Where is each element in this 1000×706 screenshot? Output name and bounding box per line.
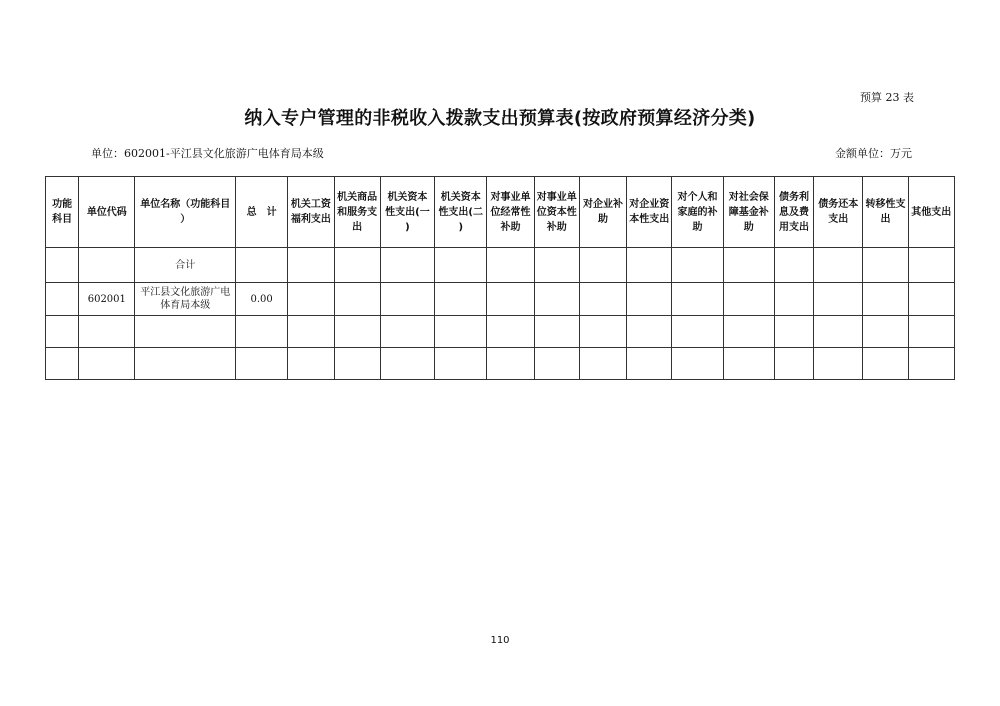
column-header: 转移性支 出	[863, 177, 908, 248]
table-body	[46, 248, 955, 380]
column-header: 对个人和 家庭的补 助	[672, 177, 723, 248]
table-cell	[79, 248, 135, 283]
table-cell	[774, 283, 813, 316]
table-cell	[534, 348, 579, 380]
table-cell	[579, 348, 626, 380]
table-cell	[380, 316, 434, 348]
table-cell	[236, 248, 288, 283]
table-cell	[534, 248, 579, 283]
table-cell	[672, 283, 723, 316]
table-cell	[487, 283, 534, 316]
column-header: 债务利 息及费 用支出	[774, 177, 813, 248]
table-row	[46, 348, 955, 380]
table-cell	[46, 348, 79, 380]
table-row	[46, 248, 955, 283]
table-cell	[135, 348, 236, 380]
table-row	[46, 283, 955, 316]
table-cell	[46, 316, 79, 348]
table-cell	[579, 248, 626, 283]
table-cell	[774, 248, 813, 283]
table-cell	[774, 348, 813, 380]
column-header: 机关资本 性支出(二 )	[435, 177, 487, 248]
table-cell	[774, 316, 813, 348]
table-cell	[534, 316, 579, 348]
table-cell	[435, 316, 487, 348]
table-cell	[334, 316, 380, 348]
document-title: 纳入专户管理的非税收入拨款支出预算表(按政府预算经济分类)	[244, 108, 756, 129]
table-cell	[908, 316, 954, 348]
table-cell	[672, 248, 723, 283]
table-cell	[814, 316, 863, 348]
unit-label: 单位：602001-平江县文化旅游广电体育局本级	[91, 147, 324, 160]
table-cell	[435, 283, 487, 316]
table-cell	[334, 248, 380, 283]
table-cell	[814, 348, 863, 380]
table-cell	[627, 248, 672, 283]
table-cell	[334, 283, 380, 316]
column-header: 功能 科目	[46, 177, 79, 248]
table-cell	[288, 316, 334, 348]
table-cell	[627, 316, 672, 348]
table-cell	[814, 283, 863, 316]
page-number: 110	[490, 635, 510, 646]
table-number: 预算 23 表	[860, 91, 914, 104]
column-header: 机关工资 福利支出	[288, 177, 334, 248]
table-cell	[723, 316, 774, 348]
table-cell	[46, 283, 79, 316]
column-header: 债务还本 支出	[814, 177, 863, 248]
table-header-row	[46, 177, 955, 248]
column-header: 其他支出	[908, 177, 954, 248]
table-cell	[288, 248, 334, 283]
table-cell	[579, 283, 626, 316]
column-header: 对事业单 位经常性 补助	[487, 177, 534, 248]
column-header: 总 计	[236, 177, 288, 248]
table-row	[46, 316, 955, 348]
table-cell	[908, 348, 954, 380]
table-cell	[723, 283, 774, 316]
column-header: 对企业资 本性支出	[627, 177, 672, 248]
table-cell	[380, 283, 434, 316]
table-cell	[236, 316, 288, 348]
table-cell: 平江县文化旅游广电 体育局本级	[135, 283, 236, 316]
table-cell: 0.00	[236, 283, 288, 316]
table-cell	[288, 283, 334, 316]
table-cell	[863, 316, 908, 348]
table-cell	[334, 348, 380, 380]
table-cell	[236, 348, 288, 380]
table-cell	[435, 248, 487, 283]
table-cell	[79, 348, 135, 380]
table-cell	[863, 348, 908, 380]
table-cell	[814, 248, 863, 283]
table-cell	[627, 283, 672, 316]
table-cell	[863, 248, 908, 283]
table-cell	[435, 348, 487, 380]
table-cell	[380, 248, 434, 283]
table-cell	[723, 348, 774, 380]
table-cell	[627, 348, 672, 380]
table-cell	[487, 348, 534, 380]
table-cell	[672, 316, 723, 348]
budget-table	[45, 176, 955, 380]
table-cell	[135, 316, 236, 348]
table-cell	[579, 316, 626, 348]
table-cell	[534, 283, 579, 316]
table-cell	[380, 348, 434, 380]
table-cell: 合计	[135, 248, 236, 283]
column-header: 对社会保 障基金补 助	[723, 177, 774, 248]
column-header: 对企业补 助	[579, 177, 626, 248]
table-cell	[79, 316, 135, 348]
table-cell	[908, 248, 954, 283]
table-cell	[672, 348, 723, 380]
table-cell	[863, 283, 908, 316]
table-cell	[46, 248, 79, 283]
table-cell: 602001	[79, 283, 135, 316]
table-cell	[487, 316, 534, 348]
table-cell	[908, 283, 954, 316]
column-header: 机关商品 和服务支 出	[334, 177, 380, 248]
column-header: 机关资本 性支出(一 )	[380, 177, 434, 248]
amount-unit-label: 金额单位：万元	[835, 147, 912, 160]
table-cell	[487, 248, 534, 283]
column-header: 单位名称（功能科目 ）	[135, 177, 236, 248]
column-header: 对事业单 位资本性 补助	[534, 177, 579, 248]
column-header: 单位代码	[79, 177, 135, 248]
table-cell	[288, 348, 334, 380]
table-cell	[723, 248, 774, 283]
